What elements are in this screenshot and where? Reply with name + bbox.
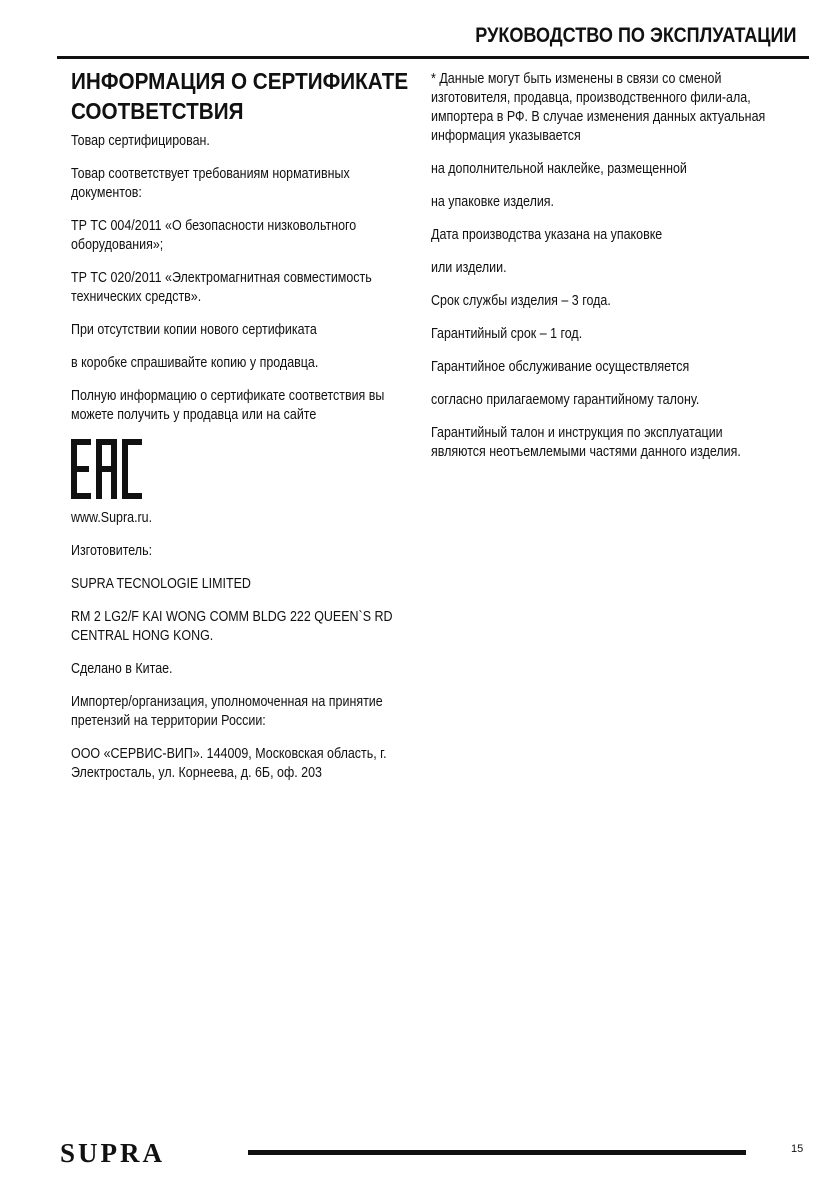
manufacturer-address: RM 2 LG2/F KAI WONG COMM BLDG 222 QUEEN`S RD CENTRAL HONG KONG. xyxy=(71,609,393,644)
on-product-text: или изделии. xyxy=(431,260,507,276)
page-number: 15 xyxy=(791,1143,804,1155)
warranty-service-text: Гарантийное обслуживание осуществляется xyxy=(431,359,690,375)
footer-divider xyxy=(248,1150,746,1155)
importer-address: ООО «СЕРВИС-ВИП». 144009, Московская область, г. Электросталь, ул. Корнеева, д. 6Б, оф. 203 xyxy=(71,746,387,781)
package-text: на упаковке изделия. xyxy=(431,194,555,210)
warranty-coupon-text: согласно прилагаемому гарантийному талону. xyxy=(431,392,700,408)
section-title-line-2: СООТВЕТСТВИЯ xyxy=(71,98,244,124)
header-divider xyxy=(57,56,809,59)
no-certificate-text: При отсутствии копии нового сертификата xyxy=(71,322,317,338)
importer-label: Импортер/организация, уполномоченная на принятие претензий на территории России: xyxy=(71,694,383,729)
full-info-text: Полную информацию о сертификате соответствия вы можете получить у продавца или на сайте xyxy=(71,388,385,423)
production-date-text: Дата производства указана на упаковке xyxy=(431,227,663,243)
sticker-text: на дополнительной наклейке, размещенной xyxy=(431,161,687,177)
eac-icon xyxy=(71,439,143,499)
manufacturer-label: Изготовитель: xyxy=(71,543,153,559)
certified-text: Товар сертифицирован. xyxy=(71,133,210,149)
service-life-text: Срок службы изделия – 3 года. xyxy=(431,293,611,309)
regulation-020-text: ТР ТС 020/2011 «Электромагнитная совместимость технических средств». xyxy=(71,270,372,305)
manufacturer-name: SUPRA TECNOLOGIE LIMITED xyxy=(71,576,251,592)
supra-logo: SUPRA xyxy=(60,1138,166,1168)
eac-logo xyxy=(71,439,151,501)
website-text: www.Supra.ru. xyxy=(71,510,153,526)
data-change-note: * Данные могут быть изменены в связи со сменой изготовителя, продавца, производственного фили-ала, импортера в РФ. В случае изменения данных актуальная информация указывается xyxy=(431,71,766,144)
right-column xyxy=(431,70,771,476)
warranty-period-text: Гарантийный срок – 1 год. xyxy=(431,326,583,342)
section-title-line-1: ИНФОРМАЦИЯ О СЕРТИФИКАТЕ xyxy=(71,68,409,94)
section-title xyxy=(71,66,409,126)
regulation-004-text: ТР ТС 004/2011 «О безопасности низковольтного оборудования»; xyxy=(71,218,357,253)
warranty-instructions-text: Гарантийный талон и инструкция по эксплуатации являются неотъемлемыми частями данного изделия. xyxy=(431,425,741,460)
made-in-text: Сделано в Китае. xyxy=(71,661,173,677)
left-column xyxy=(71,66,411,797)
compliance-text: Товар соответствует требованиям нормативных документов: xyxy=(71,166,350,201)
ask-seller-text: в коробке спрашивайте копию у продавца. xyxy=(71,355,319,371)
page-header-title: РУКОВОДСТВО ПО ЭКСПЛУАТАЦИИ xyxy=(474,24,796,47)
